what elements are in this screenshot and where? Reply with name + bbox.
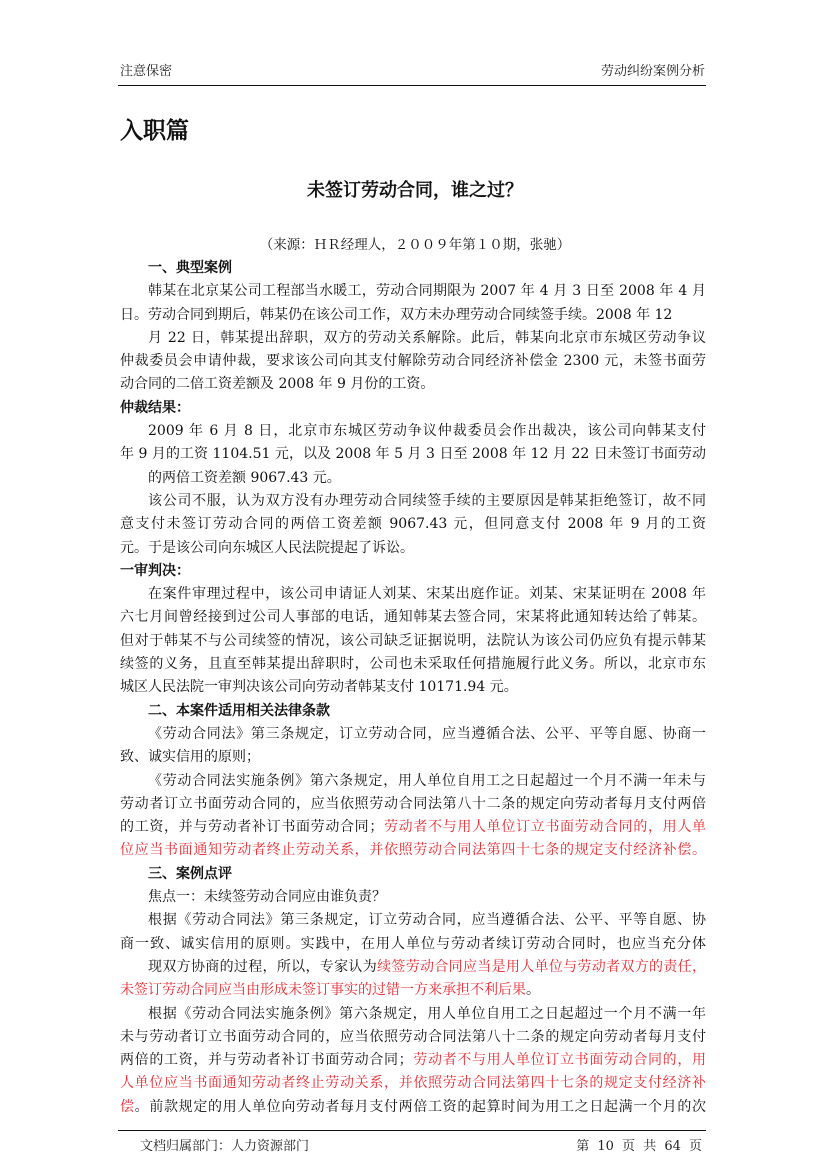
text-line (120, 1072, 706, 1095)
text-segment: 商一致、诚实信用的原则。实践中，在用人单位与劳动者续订劳动合同时，也应当充分体 (120, 935, 706, 952)
text-segment: 。前款规定的用人单位向劳动者每月支付两倍工资的起算时间为用工之日起满一个月的次 (134, 1098, 706, 1115)
text-segment: 两倍的工资，并与劳动者补订书面劳动合同； (120, 1052, 413, 1069)
text-segment: 韩某在北京某公司工程部当水暖工，劳动合同期限为 2007 年 4 月 3 日至 2008 年 4 月 (148, 283, 706, 300)
text-segment: 根据《劳动合同法》第三条规定，订立劳动合同，应当遵循合法、公平、平等自愿、协 (148, 912, 706, 929)
text-segment: 《劳动合同法》第三条规定，订立劳动合同，应当遵循合法、公平、平等自愿、协商一 (148, 725, 706, 742)
text-segment: 未与劳动者订立书面劳动合同的，应当依照劳动合同法第八十二条的规定向劳动者每月支付 (120, 1028, 706, 1045)
text-segment: 意支付未签订劳动合同的两倍工资差额 9067.43 元，但同意支付 2008 年 9 月的工资 (120, 516, 706, 533)
highlighted-text: 未签订劳动合同应当由形成未签订事实的过错一方来承担不利后果 (120, 982, 526, 999)
text-segment: 三、案例点评 (148, 865, 232, 882)
text-segment: 的两倍工资差额 9067.43 元。 (148, 469, 341, 486)
text-line (120, 1003, 706, 1026)
text-segment: 。 (526, 982, 540, 999)
text-segment: 元。于是该公司向东城区人民法院提起了诉讼。 (120, 539, 414, 556)
text-line (120, 513, 706, 536)
text-line (120, 490, 706, 513)
text-segment: 动合同的二倍工资差额及 2008 年 9 月份的工资。 (120, 376, 435, 393)
text-line (120, 443, 706, 466)
highlighted-text: 偿 (120, 1098, 135, 1115)
text-line (120, 979, 706, 1002)
text-line (120, 723, 706, 746)
highlighted-text: 位应当书面通知劳动者终止劳动关系，并依照劳动合同法第四十七条的规定支付经济补偿。 (120, 842, 706, 859)
text-line (120, 327, 706, 350)
text-segment: 仲裁委员会申请仲裁，要求该公司向其支付解除劳动合同经济补偿金 2300 元，未签书面劳 (120, 353, 706, 370)
text-segment: 的工资，并与劳动者补订书面劳动合同； (120, 819, 384, 836)
text-segment: 劳动者订立书面劳动合同的，应当依照劳动合同法第八十二条的规定向劳动者每月支付两倍 (120, 795, 706, 812)
text-segment: 根据《劳动合同法实施条例》第六条规定，用人单位自用工之日起超过一个月不满一年 (148, 1005, 706, 1022)
text-line (120, 816, 706, 839)
text-segment: 月 22 日，韩某提出辞职，双方的劳动关系解除。此后，韩某向北京市东城区劳动争议 (148, 329, 706, 346)
text-line (120, 746, 706, 769)
text-line (120, 583, 706, 606)
section-heading (120, 863, 706, 886)
text-line (120, 1049, 706, 1072)
text-segment: 六七月间曾经接到过公司人事部的电话，通知韩某去签合同，宋某将此通知转达给了韩某。 (120, 609, 706, 626)
text-segment: 现双方协商的过程，所以，专家认为 (148, 958, 378, 975)
text-line (120, 304, 706, 327)
text-line (120, 606, 706, 629)
header-left: 注意保密 (120, 64, 173, 79)
text-segment: 一、典型案例 (148, 260, 232, 276)
highlighted-text: 劳动者不与用人单位订立书面劳动合同的，用人单 (383, 819, 706, 836)
highlighted-text: 劳动者不与用人单位订立书面劳动合同的，用 (412, 1052, 706, 1069)
text-segment: 但对于韩某不与公司续签的情况，该公司缺乏证据说明，法院认为该公司仍应负有提示韩某 (120, 632, 706, 649)
text-segment: 城区人民法院一审判决该公司向劳动者韩某支付 10171.94 元。 (120, 679, 518, 696)
footer-department: 文档归属部门：人力资源部门 (140, 1139, 310, 1154)
text-line (120, 420, 706, 443)
text-segment: 日。劳动合同到期后，韩某仍在该公司工作，双方未办理劳动合同续签手续。2008 年 12 (120, 306, 673, 323)
text-line (120, 956, 706, 979)
text-segment: 一审判决： (120, 562, 190, 579)
text-line (120, 1026, 706, 1049)
text-line (120, 373, 706, 396)
text-line (120, 537, 706, 560)
highlighted-text: 人单位应当书面通知劳动者终止劳动关系，并依照劳动合同法第四十七条的规定支付经济补 (120, 1075, 706, 1092)
section-heading (120, 397, 706, 420)
text-line (120, 933, 706, 956)
text-line (120, 630, 706, 653)
text-segment: 《劳动合同法实施条例》第六条规定，用人单位自用工之日起超过一个月不满一年未与 (148, 772, 706, 789)
page-number: 第 10 页 共 64 页 (576, 1139, 702, 1154)
article-body (120, 257, 706, 1119)
text-line (120, 653, 706, 676)
text-line (120, 350, 706, 373)
section-heading (120, 700, 706, 723)
article-title: 未签订劳动合同，谁之过？ (307, 180, 523, 201)
text-segment: 年 9 月的工资 1104.51 元，以及 2008 年 5 月 3 日至 2008 年 12 月 22 日未签订书面劳动 (120, 446, 706, 463)
text-segment: 续签的义务，且直至韩某提出辞职时，公司也未采取任何措施履行此义务。所以，北京市东 (120, 656, 706, 673)
text-line (120, 676, 706, 699)
header-divider (118, 85, 706, 86)
text-line (120, 770, 706, 793)
text-line (120, 280, 706, 303)
text-line (120, 793, 706, 816)
text-line (120, 467, 706, 490)
text-segment: 焦点一：未续签劳动合同应由谁负责？ (148, 889, 386, 906)
text-segment: 致、诚实信用的原则； (120, 749, 260, 766)
text-line (120, 909, 706, 932)
text-segment: 仲裁结果： (120, 399, 190, 416)
text-segment: 2009 年 6 月 8 日，北京市东城区劳动争议仲裁委员会作出裁决，该公司向韩某支付 (148, 423, 706, 440)
text-line (120, 839, 706, 862)
chapter-heading: 入职篇 (120, 118, 189, 144)
section-heading (120, 257, 706, 280)
header-right: 劳动纠纷案例分析 (600, 64, 705, 79)
article-source: （来源：ＨＲ经理人，２００９年第１０期，张驰） (259, 237, 571, 253)
text-segment: 该公司不服，认为双方没有办理劳动合同续签手续的主要原因是韩某拒绝签订，故不同 (148, 492, 706, 509)
section-heading (120, 560, 706, 583)
footer-divider (118, 1130, 706, 1131)
highlighted-text: 续签劳动合同应当是用人单位与劳动者双方的责任， (377, 958, 706, 975)
text-segment: 二、本案件适用相关法律条款 (148, 702, 330, 719)
text-line (120, 886, 706, 909)
text-segment: 在案件审理过程中，该公司申请证人刘某、宋某出庭作证。刘某、宋某证明在 2008 年 (148, 586, 706, 603)
text-line (120, 1096, 706, 1119)
